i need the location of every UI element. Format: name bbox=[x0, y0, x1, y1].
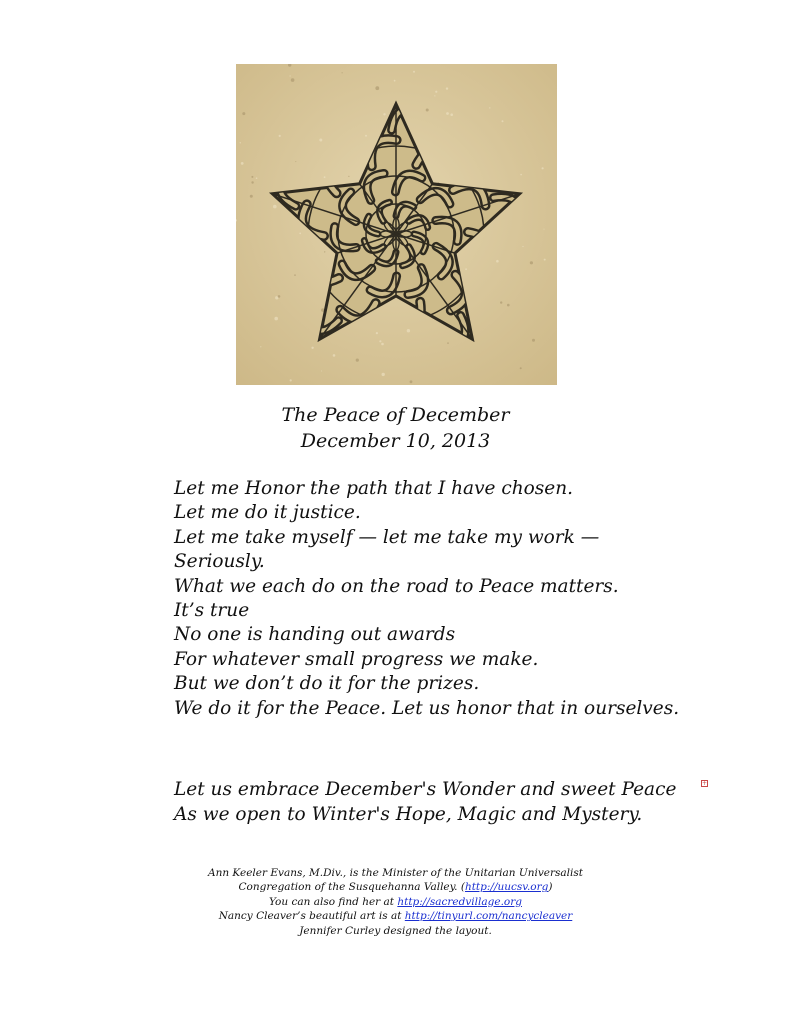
uucsv-link[interactable]: http://uucsv.org bbox=[464, 881, 549, 894]
poem-line: Let me take myself — let me take my work — bbox=[174, 526, 600, 548]
star-mandala-artwork bbox=[236, 64, 557, 385]
credit-line bbox=[0, 909, 791, 923]
expand-icon[interactable]: + bbox=[702, 780, 708, 787]
poem-line: We do it for the Peace. Let us honor that in ourselves. bbox=[174, 697, 680, 719]
poem-line: For whatever small progress we make. bbox=[174, 648, 539, 670]
closing-line: Let us embrace December's Wonder and sweet Peace bbox=[174, 779, 677, 800]
credit-text: You can also find her at bbox=[269, 895, 398, 908]
credit-line: Jennifer Curley designed the layout. bbox=[299, 924, 492, 937]
poem-line: But we don’t do it for the prizes. bbox=[174, 673, 480, 695]
star-mandala-icon bbox=[236, 64, 557, 385]
poem-line: Let me Honor the path that I have chosen. bbox=[174, 478, 574, 499]
nancycleaver-link[interactable]: http://tinyurl.com/nancycleaver bbox=[404, 910, 573, 923]
poem-line: Let me do it justice. bbox=[174, 502, 361, 524]
poem-line: Seriously. bbox=[174, 551, 265, 573]
credit-text: Congregation of the Susquehanna Valley. ( bbox=[238, 881, 465, 894]
page-date: December 10, 2013 bbox=[300, 430, 491, 452]
credit-line bbox=[0, 895, 791, 909]
poem bbox=[174, 477, 734, 721]
credits bbox=[0, 866, 791, 938]
closing-stanza bbox=[174, 777, 734, 827]
page-title: The Peace of December bbox=[281, 404, 510, 426]
credit-text: ) bbox=[548, 881, 553, 894]
credit-line: Ann Keeler Evans, M.Div., is the Minister of the Unitarian Universalist bbox=[207, 867, 583, 879]
poem-line: No one is handing out awards bbox=[174, 624, 456, 646]
poem-line: What we each do on the road to Peace matters. bbox=[174, 575, 619, 597]
poem-line: It’s true bbox=[174, 600, 250, 622]
title-block bbox=[0, 402, 791, 454]
sacredvillage-link[interactable]: http://sacredvillage.org bbox=[397, 895, 522, 908]
closing-line: As we open to Winter's Hope, Magic and Mystery. bbox=[174, 804, 643, 825]
credit-text: Nancy Cleaver’s beautiful art is at bbox=[218, 910, 405, 923]
credit-line bbox=[0, 880, 791, 894]
